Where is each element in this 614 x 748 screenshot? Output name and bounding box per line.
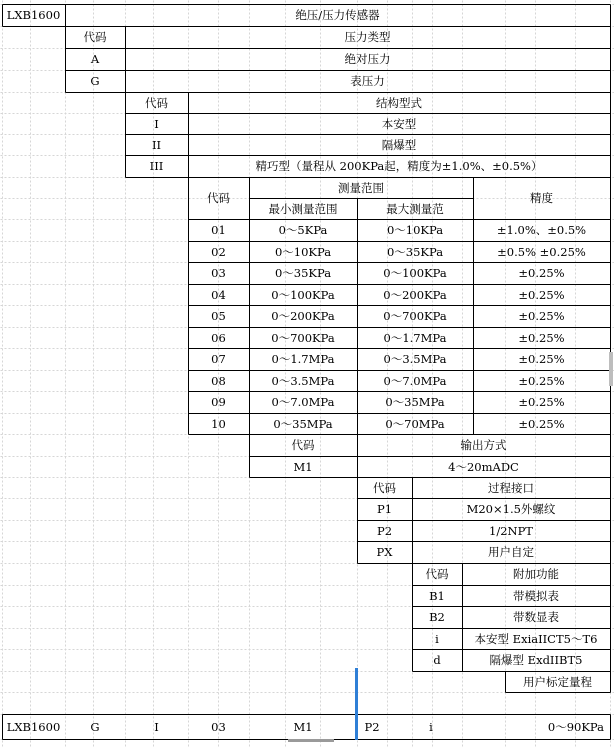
pressure-type-code: A [90,52,100,66]
range-min: 0～3.5MPa [271,373,335,388]
output-desc: 4～20mADC [448,459,519,474]
structure-code: II [151,137,162,152]
example-structure: I [154,719,159,734]
example-range: 03 [211,719,226,734]
range-accuracy: ±1.0%、±0.5% [496,223,587,237]
range-code: 06 [211,330,226,345]
structure-code-header: 代码 [145,95,168,110]
accuracy-header: 精度 [530,191,553,205]
structure-header: 结构型式 [376,95,422,110]
extra-code: i [435,631,439,646]
range-max: 0～3.5MPa [383,352,447,366]
process-desc: M20×1.5外螺纹 [466,502,556,516]
pressure-type-code-header: 代码 [83,30,107,44]
pressure-type-desc: 表压力 [350,74,385,88]
example-model: LXB1600 [6,719,61,734]
range-accuracy: ±0.5% ±0.25% [497,244,586,259]
extra-code: B1 [429,588,445,603]
range-min: 0～200KPa [271,309,335,323]
pressure-type-code: G [90,74,100,88]
table-title: 绝压/压力传感器 [295,8,380,22]
range-code: 05 [211,309,226,323]
structure-code: I [154,116,159,131]
range-code-header: 代码 [207,191,230,205]
range-max: 0～7.0MPa [383,373,447,388]
process-code-header: 代码 [373,480,396,495]
range-max: 0～700KPa [383,309,447,323]
range-min: 0～700KPa [271,330,335,345]
extra-desc: 带模拟表 [513,588,559,603]
range-min: 0～100KPa [271,287,335,302]
range-header: 测量范围 [338,180,384,195]
extra-desc: 隔爆型 ExdIIBT5 [489,653,583,667]
range-code: 10 [211,416,226,431]
range-accuracy: ±0.25% [518,309,565,323]
range-code: 09 [211,395,226,409]
pressure-type-desc: 绝对压力 [344,52,391,66]
range-accuracy: ±0.25% [518,287,565,302]
output-header: 输出方式 [460,438,507,452]
extra-code-header: 代码 [425,567,449,581]
output-code-header: 代码 [291,438,315,452]
range-accuracy: ±0.25% [518,373,565,388]
structure-desc: 本安型 [381,116,417,131]
range-accuracy: ±0.25% [518,352,565,366]
range-min: 0～35KPa [274,266,332,280]
range-code: 02 [211,244,226,259]
extra-desc: 带数显表 [513,610,559,624]
extra-code: d [433,653,441,667]
range-code: 01 [211,223,226,237]
pressure-type-header: 压力类型 [344,30,391,44]
range-accuracy: ±0.25% [518,395,565,409]
range-accuracy: ±0.25% [518,330,565,345]
range-max: 0～70MPa [385,416,445,431]
example-user-range: 0～90KPa [547,719,604,734]
structure-desc: 隔爆型 [381,137,417,152]
structure-code: III [149,159,164,173]
example-output: M1 [293,719,313,734]
range-accuracy: ±0.25% [518,416,565,431]
range-code: 08 [211,373,226,388]
range-max: 0～200KPa [383,287,447,302]
range-min: 0～5KPa [278,223,328,237]
example-extra: i [429,719,433,734]
example-process: P2 [364,719,380,734]
range-min: 0～10KPa [274,244,332,259]
user-range-label: 用户标定量程 [523,674,592,689]
range-min-header: 最小测量范围 [268,201,338,216]
range-max-header: 最大测量范 [386,201,444,216]
model-code: LXB1600 [6,8,61,22]
range-code: 03 [211,266,226,280]
range-max: 0～35KPa [386,244,444,259]
process-code: P2 [376,523,393,538]
extra-header: 附加功能 [513,567,559,581]
sheet-tab-marker [288,739,334,742]
example-type: G [90,719,100,734]
range-max: 0～100KPa [383,266,447,280]
range-max: 0～35MPa [385,395,445,409]
process-desc: 用户自定 [488,545,534,559]
range-min: 0～1.7MPa [271,352,335,366]
range-accuracy: ±0.25% [518,266,565,280]
process-header: 过程接口 [488,480,534,495]
range-min: 0～7.0MPa [271,395,335,409]
extra-code: B2 [429,610,445,624]
output-code: M1 [293,459,313,474]
range-min: 0～35MPa [273,416,333,431]
process-desc: 1/2NPT [489,523,533,538]
process-code: P1 [376,502,393,516]
range-code: 07 [211,352,226,366]
range-max: 0～10KPa [386,223,444,237]
process-code: PX [376,545,393,559]
scrollbar-thumb[interactable] [609,352,613,386]
range-code: 04 [211,287,226,302]
range-max: 0～1.7MPa [383,330,447,345]
extra-desc: 本安型 ExiaIICT5～T6 [474,631,598,646]
structure-desc: 精巧型（量程从 200KPa起，精度为±1.0%、±0.5%） [255,159,543,173]
cell-cursor-marker [355,668,358,740]
